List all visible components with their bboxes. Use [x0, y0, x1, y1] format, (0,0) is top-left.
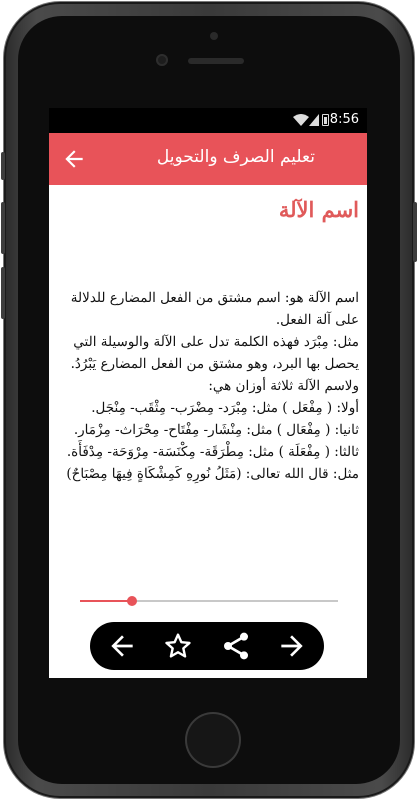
status-bar — [49, 108, 367, 133]
app-title: تعليم الصرف والتحويل — [156, 147, 315, 167]
home-button[interactable] — [187, 714, 239, 766]
front-camera — [156, 54, 168, 66]
status-time: 8:56 — [329, 112, 359, 127]
app-bar — [49, 133, 367, 185]
arrow-right-icon[interactable] — [276, 630, 308, 662]
paragraph: أولا: ( مِفْعَل ) مثل: مِبْرَد- مِضْرَب- مِثْقَب- مِنْجَل. — [91, 400, 359, 416]
volume-down-button — [1, 267, 5, 319]
text-position-slider[interactable] — [80, 594, 338, 608]
cell-signal-icon — [309, 114, 319, 126]
mute-switch — [1, 152, 5, 180]
lesson-text[interactable] — [53, 287, 359, 577]
volume-up-button — [1, 202, 5, 254]
bottom-toolbar — [90, 622, 324, 670]
arrow-left-icon[interactable] — [106, 630, 138, 662]
wifi-icon — [293, 114, 309, 126]
power-button — [413, 202, 417, 262]
proximity-sensor — [210, 32, 218, 40]
app-screen — [49, 108, 367, 678]
arrow-left-icon[interactable] — [61, 146, 87, 172]
paragraph: ولاسم الآلة ثلاثة أوزان هي: — [208, 378, 359, 394]
slider-thumb[interactable] — [127, 596, 137, 606]
share-icon[interactable] — [220, 630, 252, 662]
star-outline-icon[interactable] — [162, 630, 194, 662]
slider-fill — [80, 600, 132, 602]
battery-icon — [322, 114, 329, 126]
earpiece-speaker — [188, 58, 244, 64]
paragraph: مثل: قال الله تعالى: (مَثَلُ نُورِهِ كَمِشْكَاةٍ فِيهَا مِصْبَاحٌ) — [66, 466, 359, 482]
paragraph: ثالثا: ( مِفْعَلَة ) مثل: مِطْرَقَة- مِكْنَسَة- مِرْوَحَة- مِدْفَأَة. — [66, 444, 359, 460]
page-heading: اسم الآلة — [278, 197, 359, 222]
paragraph: مثل: مِبْرَد فهذه الكلمة تدل على الآلة والوسيلة التي يحصل بها البرد، وهو مشتق من الفعل المضارع يَبْرُدُ. — [70, 334, 359, 372]
paragraph: ثانيا: ( مِفْعَال ) مثل: مِنْشَار- مِفْتَاح- مِحْرَاث- مِزْمَار. — [73, 422, 359, 438]
paragraph: اسم الآلة هو: اسم مشتق من الفعل المضارع للدلالة على آلة الفعل. — [70, 290, 359, 328]
